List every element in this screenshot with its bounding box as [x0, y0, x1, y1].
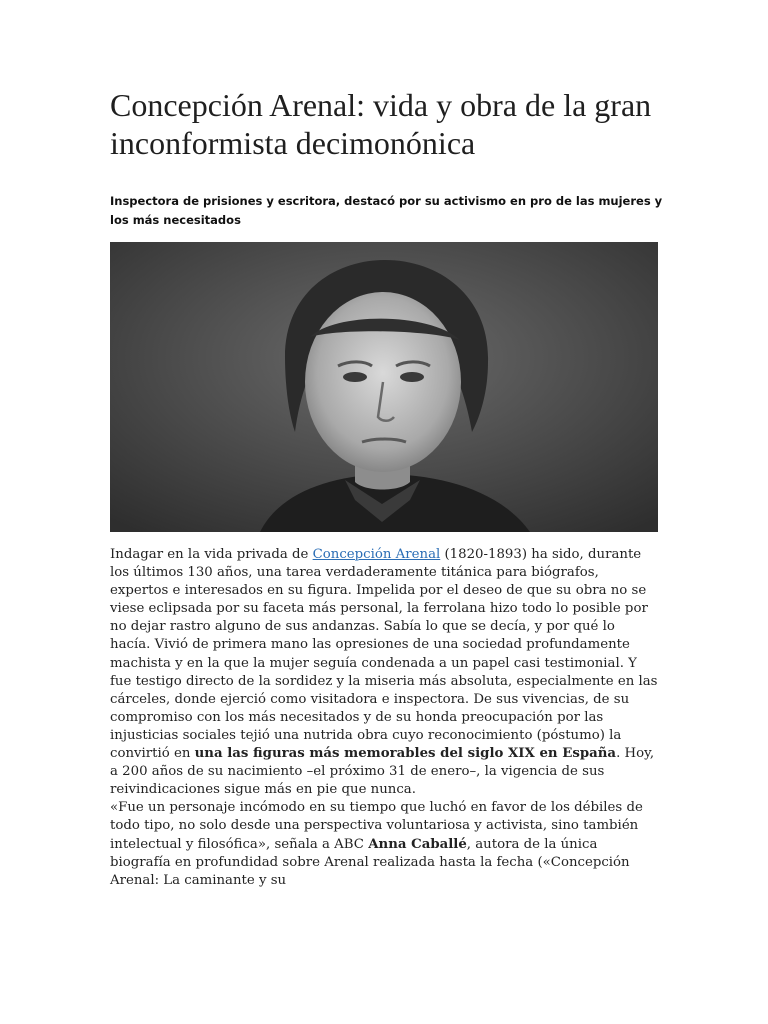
highlight-text: una las figuras más memorables del siglo XIX en España	[194, 746, 617, 762]
portrait-illustration	[110, 242, 658, 532]
article-body	[110, 546, 658, 890]
article-subtitle: Inspectora de prisiones y escritora, destacó por su activismo en pro de las mujeres y los más necesitados	[110, 194, 663, 227]
paragraph-2: «Fue un personaje incómodo en su tiempo que luchó en favor de los débiles de todo tipo, no solo desde una perspectiva voluntariosa y activista, sino también intelectual y filosófica», señala a ABC Anna Caballé, autora de la única biografía en profundidad sobre Arenal realizada hasta la fecha («Concepción Arenal: La caminante y su	[110, 800, 643, 888]
author-name: Anna Caballé	[368, 836, 467, 852]
portrait-photo	[110, 242, 658, 532]
concepcion-arenal-link[interactable]: Concepción Arenal	[312, 547, 441, 562]
paragraph-1: Indagar en la vida privada de Concepción Arenal (1820-1893) ha sido, durante los últimos 130 años, una tarea verdaderamente titánica para biógrafos, expertos e interesados en su figura. Impelida por el deseo de que su obra no se viese eclipsada por su faceta más personal, la ferrolana hizo todo lo posible por no dejar rastro alguno de sus andanzas. Sabía lo que se decía, y por qué lo hacía. Vivió de primera mano las opresiones de una sociedad profundamente machista y en la que la mujer seguía condenada a un papel casi testimonial. Y fue testigo directo de la sordidez y la miseria más absoluta, especialmente en las cárceles, donde ejerció como visitadora e inspectora. De sus vivencias, de su compromiso con los más necesitados y de su honda preocupación por las injusticias sociales tejió una nutrida obra cuyo reconocimiento (póstumo) la convirtió en una las figuras más memorables del siglo XIX en España. Hoy, a 200 años de su nacimiento –el próximo 31 de enero–, la vigencia de sus reivindicaciones sigue más en pie que nunca.	[110, 547, 658, 798]
article-title: Concepción Arenal: vida y obra de la gran inconformista decimonónica	[110, 87, 652, 161]
